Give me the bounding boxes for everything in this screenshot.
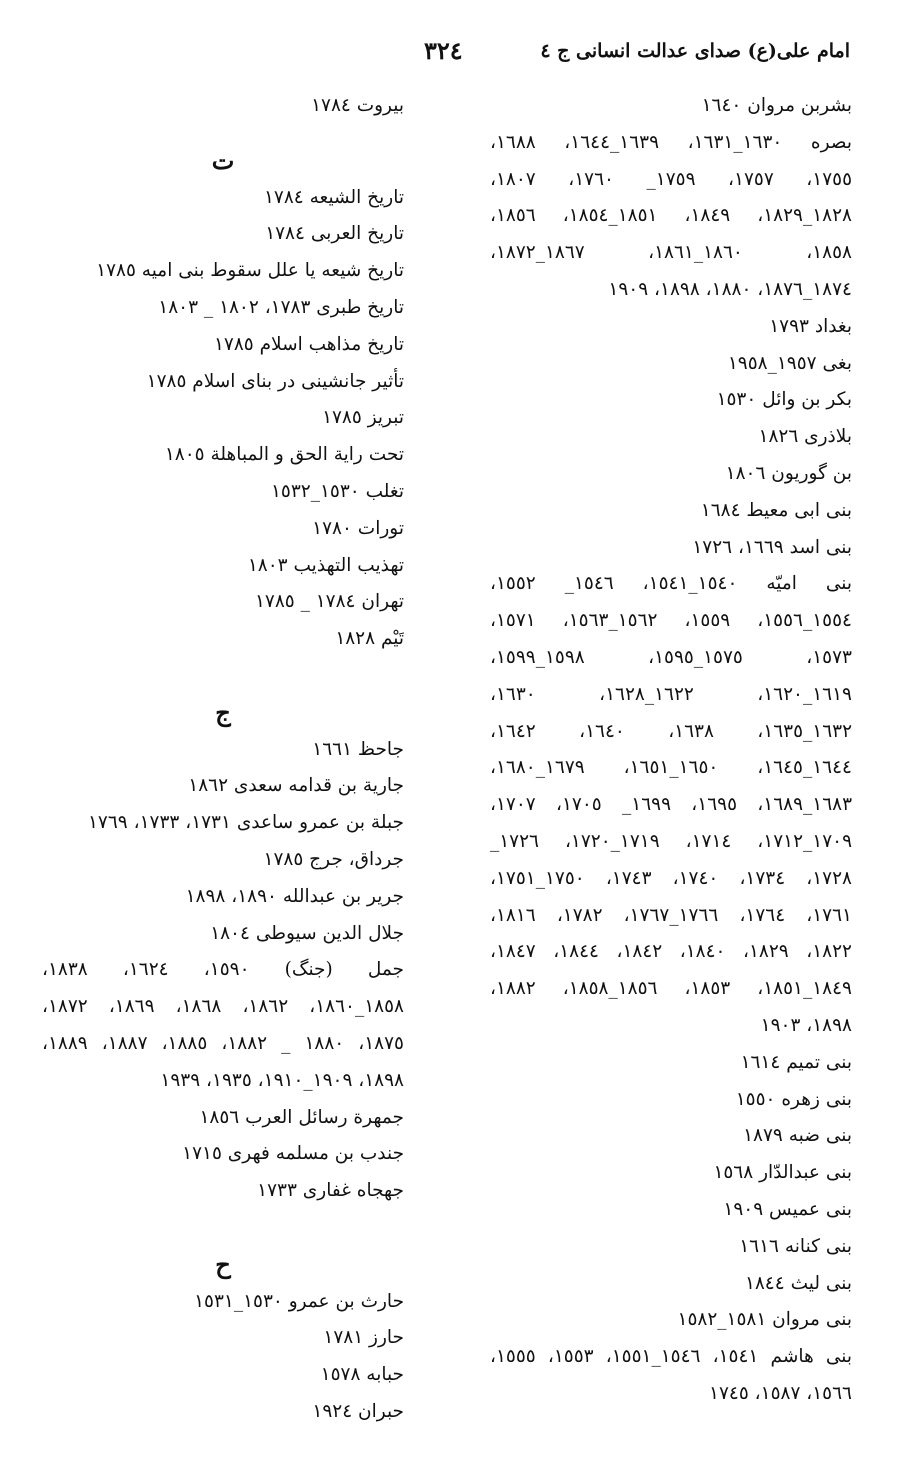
index-entry: جمهرة رسائل العرب ١٨٥٦ <box>199 1106 404 1128</box>
index-entry: ١٦٤٤_١٦٤٥، ١٦٥٠_١٦٥١، ١٦٧٩_١٦٨٠، <box>490 757 852 779</box>
index-entry: تغلب ١٥٣٠_١٥٣٢ <box>271 480 404 502</box>
index-entry: ١٦١٩_١٦٢٠، ١٦٢٢_١٦٢٨، ١٦٣٠، <box>490 683 852 705</box>
index-entry: بنی ابی معیط ١٦٨٤ <box>700 499 852 521</box>
index-entry: تأثیر جانشینی در بنای اسلام ١٧٨٥ <box>146 370 404 392</box>
index-entry: بنی کنانه ١٦١٦ <box>739 1235 852 1257</box>
index-entry: ١٨٧٥، ١٨٨٠ _ ١٨٨٢، ١٨٨٥، ١٨٨٧، ١٨٨٩، <box>42 1032 404 1054</box>
index-entry: ١٧٦١، ١٧٦٤، ١٧٦٦_١٧٦٧، ١٧٨٢، ١٨١٦، <box>490 904 852 926</box>
index-entry: ١٨٢٨_١٨٢٩، ١٨٤٩، ١٨٥١_١٨٥٤، ١٨٥٦، <box>490 205 852 227</box>
index-entry: جبلة بن عمرو ساعدی ١٧٣١، ١٧٣٣، ١٧٦٩ <box>87 812 404 834</box>
index-entry: ١٧٢٨، ١٧٣٤، ١٧٤٠، ١٧٤٣، ١٧٥٠_١٧٥١، <box>490 867 852 889</box>
index-entry: جمل (جنگ) ١٥٩٠، ١٦٢٤، ١٨٣٨، <box>42 959 404 981</box>
index-entry: جاریة بن قدامه سعدی ١٨٦٢ <box>188 775 404 797</box>
index-entry: ١٨٥٨، ١٨٦٠_١٨٦١، ١٨٦٧_١٨٧٢، <box>490 242 852 264</box>
page-header <box>40 36 860 76</box>
index-entry: تورات ١٧٨٠ <box>312 517 404 539</box>
index-entry: بکر بن وائل ١٥٣٠ <box>716 389 852 411</box>
index-entry: ١٦٨٣_١٦٨٩، ١٦٩٥، ١٦٩٩_ ١٧٠٥، ١٧٠٧، <box>490 794 852 816</box>
index-entry: بنی عمیس ١٩٠٩ <box>723 1198 852 1220</box>
index-entry: بنی ضبه ١٨٧٩ <box>743 1125 852 1147</box>
section-letter: ت <box>211 145 235 175</box>
index-entry: تَیْم ١٨٢٨ <box>335 628 404 650</box>
running-title: امام علی(ع) صدای عدالت انسانی ج ٤ <box>540 40 850 62</box>
index-entry: بنی تمیم ١٦١٤ <box>740 1051 852 1073</box>
index-entry: تاریخ الشیعه ١٧٨٤ <box>263 186 404 208</box>
index-column-left <box>42 88 404 1431</box>
index-entry: حارز ١٧٨١ <box>323 1327 404 1349</box>
index-entry: تحت رایة الحق و المباهلة ١٨٠٥ <box>164 444 404 466</box>
index-entry: بنی امیّه ١٥٤٠_١٥٤١، ١٥٤٦_ ١٥٥٢، <box>490 573 852 595</box>
index-entry: ١٧٠٩_١٧١٢، ١٧١٤، ١٧١٩_١٧٢٠، ١٧٢٦_ <box>490 830 852 852</box>
index-entry: جهجاه غفاری ١٧٣٣ <box>257 1180 404 1202</box>
index-entry: بنی مروان ١٥٨١_١٥٨٢ <box>677 1309 852 1331</box>
index-entry: تاریخ العربی ١٧٨٤ <box>265 223 404 245</box>
index-entry: تهران ١٧٨٤ _ ١٧٨٥ <box>254 591 404 613</box>
index-entry: حبران ١٩٢٤ <box>312 1400 404 1422</box>
page-number: ٣٢٤ <box>424 36 463 65</box>
index-entry: جندب بن مسلمه فهری ١٧١٥ <box>182 1143 404 1165</box>
index-entry: ١٦٣٢_١٦٣٥، ١٦٣٨، ١٦٤٠، ١٦٤٢، <box>490 720 852 742</box>
index-entry: بن گوریون ١٨٠٦ <box>725 462 852 484</box>
index-entry: بغداد ١٧٩٣ <box>769 315 852 337</box>
index-entry: حبابه ١٥٧٨ <box>320 1364 404 1386</box>
index-entry: ١٨٧٤_١٨٧٦، ١٨٨٠، ١٨٩٨، ١٩٠٩ <box>608 278 852 300</box>
index-entry: جاحظ ١٦٦١ <box>312 738 404 760</box>
index-entry: جریر بن عبدالله ١٨٩٠، ١٨٩٨ <box>185 885 404 907</box>
index-entry: بنی لیث ١٨٤٤ <box>744 1272 852 1294</box>
section-letter: ح <box>215 1249 231 1279</box>
index-entry: بنی هاشم ١٥٤١، ١٥٤٦_١٥٥١، ١٥٥٣، ١٥٥٥، <box>490 1346 852 1368</box>
index-entry: ١٥٦٦، ١٥٨٧، ١٧٤٥ <box>709 1382 852 1404</box>
index-entry: تاریخ مذاهب اسلام ١٧٨٥ <box>213 333 404 355</box>
index-entry: ١٨٥٨_١٨٦٠، ١٨٦٢، ١٨٦٨، ١٨٦٩، ١٨٧٢، <box>42 996 404 1018</box>
index-entry: بشربن مروان ١٦٤٠ <box>701 95 852 116</box>
index-entry: بلاذری ١٨٢٦ <box>758 426 852 448</box>
index-entry: ١٨٩٨، ١٩٠٩_١٩١٠، ١٩٣٥، ١٩٣٩ <box>160 1069 404 1091</box>
section-letter: ج <box>215 697 231 727</box>
index-entry: بنی اسد ١٦٦٩، ١٧٢٦ <box>692 536 852 558</box>
index-entry: ١٥٧٣، ١٥٧٥_١٥٩٥، ١٥٩٨_١٥٩٩، <box>490 646 852 668</box>
index-entry: تهذیب التهذیب ١٨٠٣ <box>247 554 404 576</box>
index-entry: تاریخ طبری ١٧٨٣، ١٨٠٢ _ ١٨٠٣ <box>158 296 404 318</box>
index-entry: بصره ١٦٣٠_١٦٣١، ١٦٣٩_١٦٤٤، ١٦٨٨، <box>490 131 852 153</box>
index-entry: ١٥٥٤_١٥٥٦، ١٥٥٩، ١٥٦٢_١٥٦٣، ١٥٧١، <box>490 610 852 632</box>
index-entry: جلال الدین سیوطی ١٨٠٤ <box>210 922 404 944</box>
index-column-right <box>490 88 852 1413</box>
index-entry: جرداق، جرج ١٧٨٥ <box>263 848 404 870</box>
index-entry: بیروت ١٧٨٤ <box>311 95 404 116</box>
index-entry: ١٨٤٩_١٨٥١، ١٨٥٣، ١٨٥٦_١٨٥٨، ١٨٨٢، <box>490 978 852 1000</box>
index-entry: تبریز ١٧٨٥ <box>322 407 404 429</box>
index-entry: ١٨٢٢، ١٨٢٩، ١٨٤٠، ١٨٤٢، ١٨٤٤، ١٨٤٧، <box>490 941 852 963</box>
index-entry: بغی ١٩٥٧_١٩٥٨ <box>727 352 852 374</box>
index-entry: ١٨٩٨، ١٩٠٣ <box>760 1014 852 1036</box>
index-entry: بنی زهره ١٥٥٠ <box>735 1088 852 1110</box>
index-entry: ١٧٥٥، ١٧٥٧، ١٧٥٩_ ١٧٦٠، ١٨٠٧، <box>490 168 852 190</box>
index-entry: حارث بن عمرو ١٥٣٠_١٥٣١ <box>194 1290 404 1312</box>
index-entry: بنی عبدالدّار ١٥٦٨ <box>713 1162 852 1184</box>
index-entry: تاریخ شیعه یا علل سقوط بنی امیه ١٧٨٥ <box>96 260 404 282</box>
